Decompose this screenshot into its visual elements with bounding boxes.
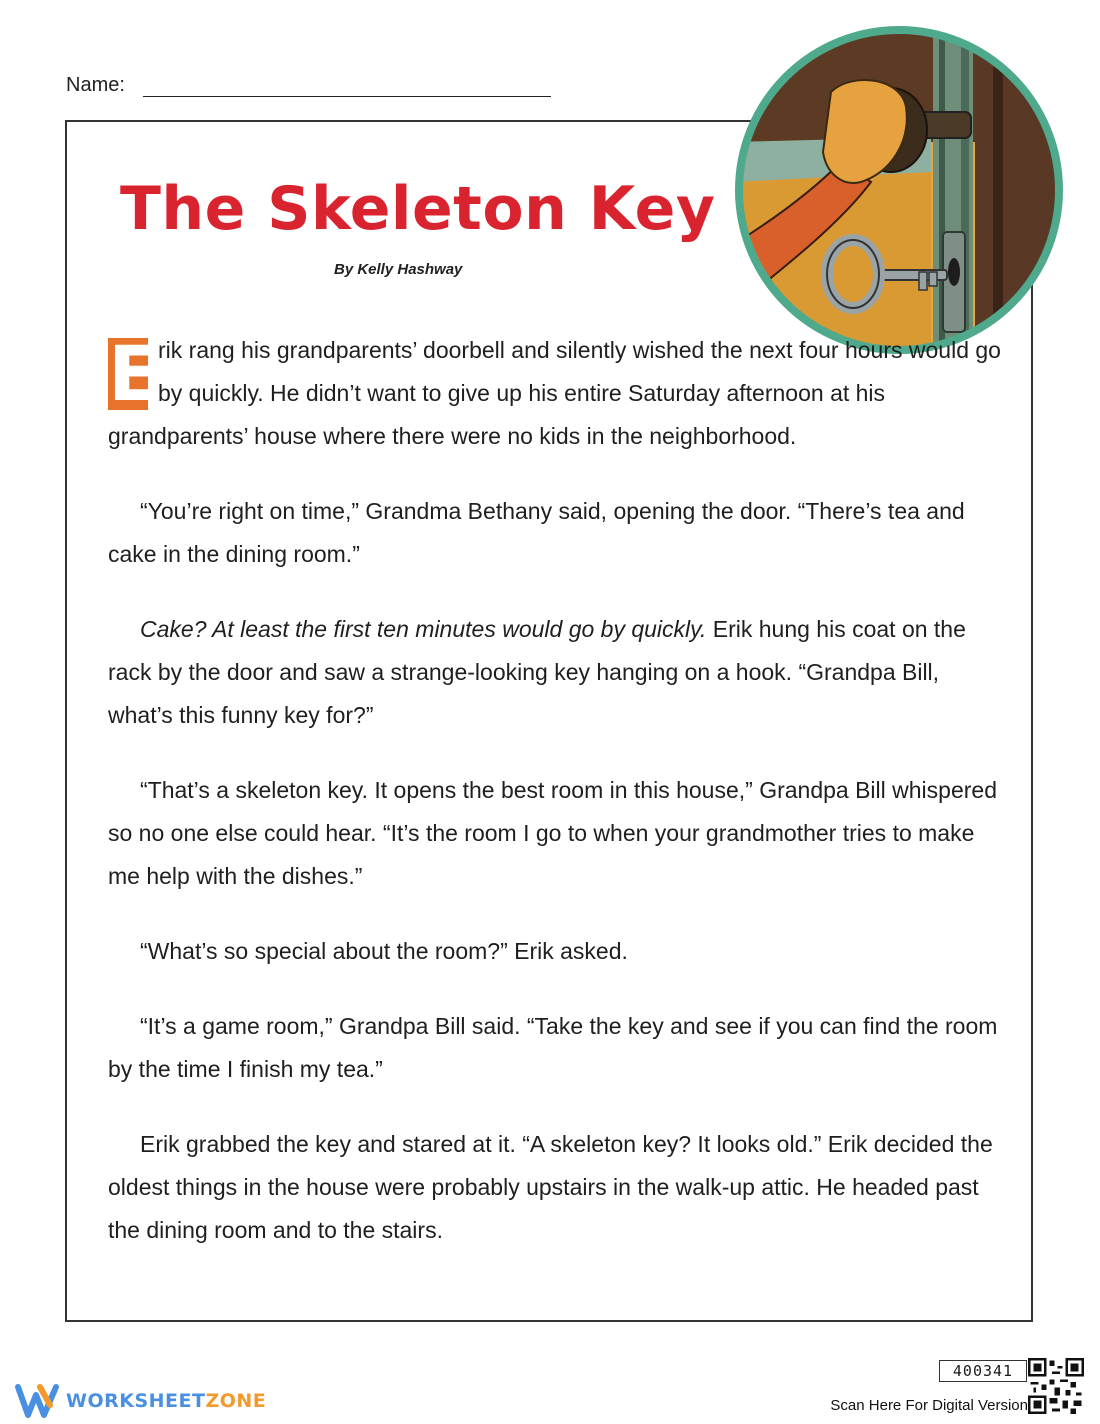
story-body: [108, 329, 1008, 1284]
brand-part-2: ZONE: [205, 1390, 267, 1412]
door-key-illustration: [731, 22, 1067, 358]
worksheet-id: 400341: [939, 1360, 1027, 1382]
brand-part-1: WORKSHEET: [66, 1390, 206, 1412]
story-paragraph-7: Erik grabbed the key and stared at it. “A skeleton key? It looks old.” Erik decided the oldest things in the house were probably upstairs in the walk-up attic. He headed past the dining room and to the stairs.: [108, 1131, 993, 1243]
worksheetzone-logo-icon: [16, 1383, 60, 1419]
story-paragraph-6: “It’s a game room,” Grandpa Bill said. “Take the key and see if you can find the room by the time I finish my tea.”: [108, 1013, 998, 1082]
brand-text: [66, 1390, 266, 1412]
name-line: [143, 96, 551, 97]
name-label: Name:: [66, 74, 125, 96]
brand[interactable]: [16, 1383, 266, 1419]
story-paragraph-text: rik rang his grandparents’ doorbell and silently wished the next four hours would go by quickly. He didn’t want to give up his entire Saturday afternoon at his grandparents’ house where there were no kids in the neighborhood.: [108, 337, 1001, 449]
story-paragraph-3: [108, 608, 1008, 737]
story-byline: By Kelly Hashway: [334, 261, 463, 278]
story-paragraph-1: [108, 329, 1008, 458]
story-paragraph-4: “That’s a skeleton key. It opens the best room in this house,” Grandpa Bill whispered so no one else could hear. “It’s the room I go to when your grandmother tries to make me help with the dishes.”: [108, 777, 997, 889]
story-paragraph-text: Erik hung his coat on the rack by the door and saw a strange-looking key hanging on a hook. “Grandpa Bill, what’s this funny key for?”: [108, 616, 966, 728]
qr-code-icon[interactable]: [1028, 1358, 1084, 1414]
story-title: The Skeleton Key: [120, 174, 716, 244]
story-paragraph-2: “You’re right on time,” Grandma Bethany said, opening the door. “There’s tea and cake in the dining room.”: [108, 498, 965, 567]
story-paragraph-5: “What’s so special about the room?” Erik asked.: [140, 938, 628, 964]
story-dropcap: E: [108, 329, 160, 418]
scan-label: Scan Here For Digital Version: [830, 1397, 1028, 1414]
story-italic-thought: Cake? At least the first ten minutes would go by quickly.: [140, 616, 707, 642]
